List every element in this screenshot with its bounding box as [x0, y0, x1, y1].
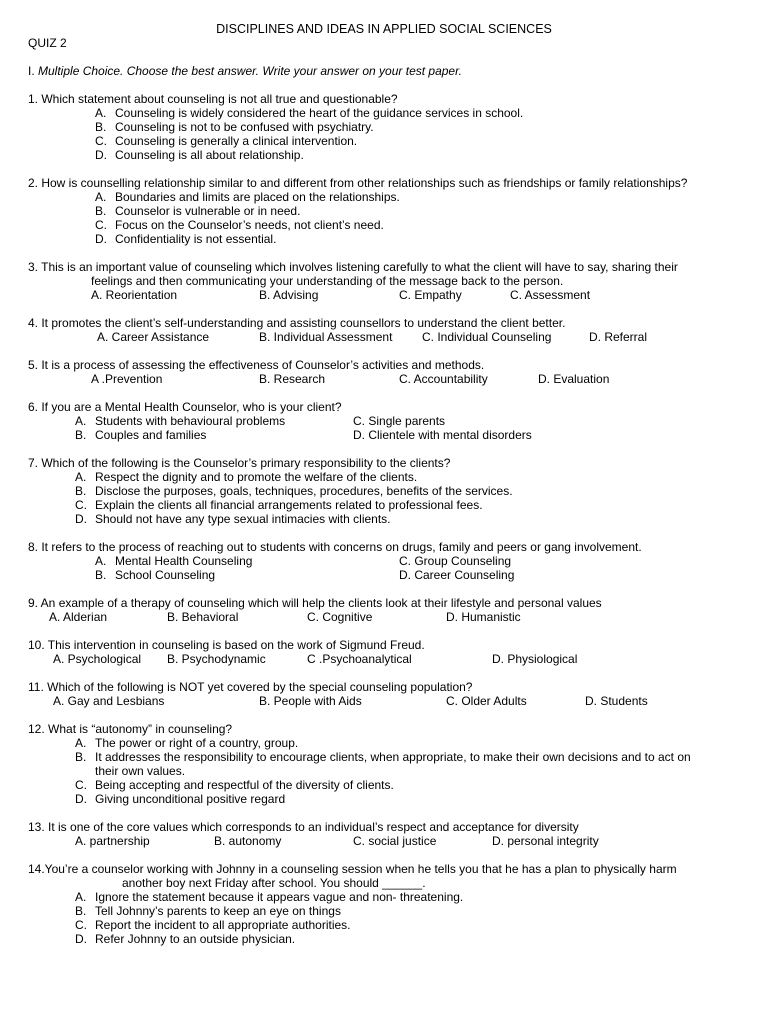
q2-option-a — [95, 190, 400, 204]
q2-option-d — [95, 232, 276, 246]
question-3: 3. This is an important value of counseling which involves listening carefully to what the client will have to say, sharing their — [28, 260, 678, 274]
q12-option-a — [75, 736, 298, 750]
q11-option-b: B. People with Aids — [259, 694, 362, 708]
option-text: Single parents — [368, 414, 446, 428]
q10-option-b: B. Psychodynamic — [167, 652, 266, 666]
q11-option-c: C. Older Adults — [446, 694, 527, 708]
q1-option-c — [95, 134, 357, 148]
option-text: their own values. — [95, 764, 186, 778]
option-letter: B. — [75, 750, 87, 764]
q11-option-d: D. Students — [585, 694, 648, 708]
option-text: Giving unconditional positive regard — [95, 792, 286, 806]
option-text: Respect the dignity and to promote the welfare of the clients. — [95, 470, 418, 484]
question-12: 12. What is “autonomy” in counseling? — [28, 722, 233, 736]
option-text: Ignore the statement because it appears vague and non- threatening. — [95, 890, 464, 904]
q13-option-b: B. autonomy — [214, 834, 282, 848]
q12-option-b — [75, 750, 691, 764]
q1-option-d — [95, 148, 304, 162]
option-text: It addresses the responsibility to encourage clients, when appropriate, to make their own decisions and to act on — [95, 750, 691, 764]
q3-option-c: C. Empathy — [399, 288, 462, 302]
instructions-text: Multiple Choice. Choose the best answer. Write your answer on your test paper. — [38, 64, 462, 78]
quiz-label: QUIZ 2 — [28, 36, 67, 50]
question-7: 7. Which of the following is the Counselor’s primary responsibility to the clients? — [28, 456, 451, 470]
option-text: Tell Johnny’s parents to keep an eye on things — [95, 904, 341, 918]
q3-option-b: B. Advising — [259, 288, 319, 302]
question-2: 2. How is counselling relationship similar to and different from other relationships such as friendships or family relationships? — [28, 176, 688, 190]
option-letter: A. — [95, 106, 107, 120]
q5-option-d: D. Evaluation — [538, 372, 610, 386]
option-letter: A. — [95, 554, 107, 568]
option-text: Explain the clients all financial arrangements related to professional fees. — [95, 498, 483, 512]
q8-option-d — [399, 568, 514, 582]
q14-option-a — [75, 890, 463, 904]
option-text: Being accepting and respectful of the diversity of clients. — [95, 778, 394, 792]
q12-option-b-continued — [75, 764, 185, 778]
q6-option-c — [353, 414, 445, 428]
q13-option-a: A. partnership — [75, 834, 150, 848]
option-letter: B. — [75, 428, 87, 442]
q6-option-a — [75, 414, 285, 428]
option-text: Focus on the Counselor’s needs, not client’s need. — [115, 218, 384, 232]
q7-option-a — [75, 470, 417, 484]
q9-option-a: A. Alderian — [49, 610, 108, 624]
instructions — [28, 64, 462, 78]
q9-option-c: C. Cognitive — [307, 610, 373, 624]
q4-option-d: D. Referral — [589, 330, 648, 344]
q1-option-b — [95, 120, 374, 134]
option-letter: D. — [75, 792, 87, 806]
option-text: Couples and families — [95, 428, 207, 442]
q14-option-d — [75, 932, 295, 946]
option-letter: C. — [75, 918, 87, 932]
option-text: Counseling is not to be confused with psychiatry. — [115, 120, 374, 134]
question-14-continued: another boy next Friday after school. You should ______. — [122, 876, 426, 890]
option-letter: A. — [75, 470, 87, 484]
q2-option-c — [95, 218, 384, 232]
option-letter: D. — [95, 148, 107, 162]
option-text: Confidentiality is not essential. — [115, 232, 277, 246]
q8-option-a — [95, 554, 252, 568]
q6-option-d — [353, 428, 532, 442]
q9-option-b: B. Behavioral — [167, 610, 239, 624]
q3-option-a: A. Reorientation — [91, 288, 178, 302]
q11-option-a: A. Gay and Lesbians — [53, 694, 165, 708]
q12-option-d — [75, 792, 285, 806]
option-letter: B. — [95, 120, 107, 134]
question-6: 6. If you are a Mental Health Counselor, who is your client? — [28, 400, 342, 414]
option-text: Disclose the purposes, goals, techniques, procedures, benefits of the services. — [95, 484, 513, 498]
option-letter: D. — [399, 568, 411, 582]
q4-option-c: C. Individual Counseling — [422, 330, 552, 344]
document-title: DISCIPLINES AND IDEAS IN APPLIED SOCIAL SCIENCES — [216, 22, 552, 36]
q9-option-d: D. Humanistic — [446, 610, 521, 624]
question-5: 5. It is a process of assessing the effectiveness of Counselor’s activities and methods. — [28, 358, 485, 372]
option-text: Students with behavioural problems — [95, 414, 286, 428]
question-1: 1. Which statement about counseling is not all true and questionable? — [28, 92, 398, 106]
option-letter: B. — [75, 904, 87, 918]
option-letter: A. — [95, 190, 107, 204]
q8-option-b — [95, 568, 215, 582]
question-4: 4. It promotes the client’s self-understanding and assisting counsellors to understand the client better. — [28, 316, 566, 330]
option-letter: C. — [95, 218, 107, 232]
option-text: Should not have any type sexual intimacies with clients. — [95, 512, 391, 526]
q7-option-c — [75, 498, 483, 512]
q12-option-c — [75, 778, 394, 792]
option-text: Counseling is widely considered the heart of the guidance services in school. — [115, 106, 524, 120]
option-text: Group Counseling — [414, 554, 512, 568]
option-letter: D. — [75, 932, 87, 946]
option-text: Refer Johnny to an outside physician. — [95, 932, 296, 946]
q13-option-d: D. personal integrity — [492, 834, 599, 848]
q10-option-c: C .Psychoanalytical — [307, 652, 412, 666]
option-letter: A. — [75, 414, 87, 428]
option-letter: A. — [75, 890, 87, 904]
q10-option-d: D. Physiological — [492, 652, 578, 666]
option-text: Boundaries and limits are placed on the relationships. — [115, 190, 400, 204]
option-letter: B. — [95, 204, 107, 218]
option-text: Counseling is all about relationship. — [115, 148, 304, 162]
q1-option-a — [95, 106, 523, 120]
question-8: 8. It refers to the process of reaching out to students with concerns on drugs, family and peers or gang involvement. — [28, 540, 642, 554]
question-9: 9. An example of a therapy of counseling which will help the clients look at their lifestyle and personal values — [28, 596, 602, 610]
option-letter: C. — [75, 498, 87, 512]
option-letter: B. — [75, 484, 87, 498]
option-text: Clientele with mental disorders — [368, 428, 532, 442]
option-text: Career Counseling — [414, 568, 515, 582]
option-letter: B. — [95, 568, 107, 582]
q4-option-b: B. Individual Assessment — [259, 330, 393, 344]
instructions-prefix: I. — [28, 64, 39, 78]
question-3-continued: feelings and then communicating your understanding of the message back to the person. — [91, 274, 564, 288]
option-letter: C. — [75, 778, 87, 792]
option-text: The power or right of a country, group. — [95, 736, 299, 750]
option-letter: A. — [75, 736, 87, 750]
question-13: 13. It is one of the core values which corresponds to an individual’s respect and acceptance for diversity — [28, 820, 579, 834]
option-letter: D. — [95, 232, 107, 246]
option-text: School Counseling — [115, 568, 216, 582]
q2-option-b — [95, 204, 300, 218]
option-text: Report the incident to all appropriate authorities. — [95, 918, 351, 932]
option-letter: C. — [95, 134, 107, 148]
question-10: 10. This intervention in counseling is based on the work of Sigmund Freud. — [28, 638, 425, 652]
q3-option-d: C. Assessment — [510, 288, 591, 302]
q7-option-d — [75, 512, 391, 526]
q8-option-c — [399, 554, 511, 568]
q14-option-c — [75, 918, 351, 932]
option-letter: D. — [75, 512, 87, 526]
question-11: 11. Which of the following is NOT yet covered by the special counseling population? — [28, 680, 473, 694]
q5-option-b: B. Research — [259, 372, 326, 386]
q13-option-c: C. social justice — [353, 834, 437, 848]
q7-option-b — [75, 484, 513, 498]
q4-option-a: A. Career Assistance — [97, 330, 210, 344]
q10-option-a: A. Psychological — [53, 652, 142, 666]
option-letter: C. — [353, 414, 365, 428]
q5-option-a: A .Prevention — [91, 372, 163, 386]
q6-option-b — [75, 428, 206, 442]
question-14: 14.You’re a counselor working with Johnny in a counseling session when he tells you that he has a plan to physically harm — [28, 862, 677, 876]
option-letter: C. — [399, 554, 411, 568]
option-text: Counseling is generally a clinical intervention. — [115, 134, 358, 148]
q14-option-b — [75, 904, 341, 918]
option-letter: D. — [353, 428, 365, 442]
q5-option-c: C. Accountability — [399, 372, 488, 386]
option-text: Counselor is vulnerable or in need. — [115, 204, 301, 218]
option-text: Mental Health Counseling — [115, 554, 253, 568]
